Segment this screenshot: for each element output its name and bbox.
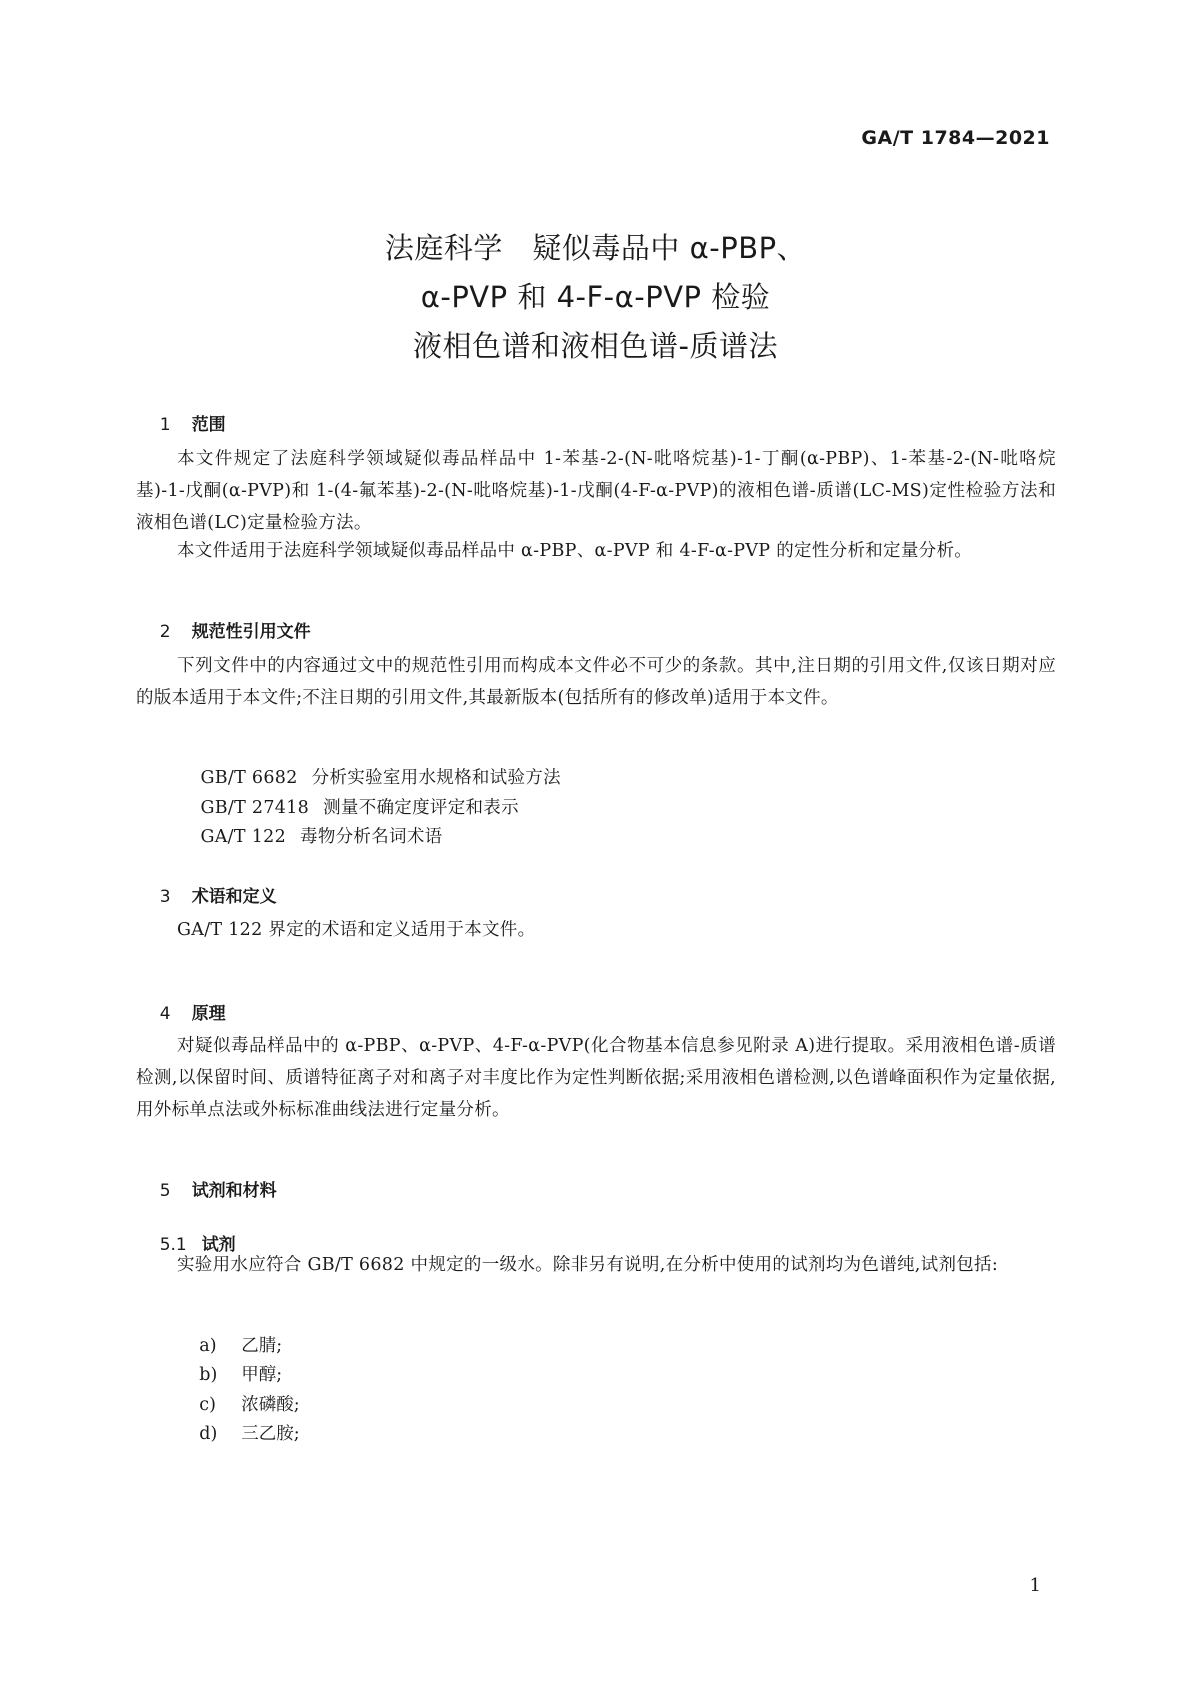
section-number: 4 xyxy=(159,1004,171,1024)
section-number: 5 xyxy=(159,1181,171,1201)
section-number: 3 xyxy=(159,887,171,907)
section-number: 5.1 xyxy=(159,1235,187,1255)
section-title: 试剂 xyxy=(201,1235,236,1255)
list-item xyxy=(177,1400,300,1465)
section-title: 试剂和材料 xyxy=(191,1181,277,1201)
list-marker: d) xyxy=(199,1424,218,1444)
section-number: 1 xyxy=(159,415,171,435)
section-1-paragraph-2: 本文件适用于法庭科学领域疑似毒品样品中 α-PBP、α-PVP 和 4-F-α-PVP 的定性分析和定量分析。 xyxy=(177,541,973,561)
section-4-paragraph-1: 对疑似毒品样品中的 α-PBP、α-PVP、4-F-α-PVP(化合物基本信息参见附录 A)进行提取。采用液相色谱-质谱检测,以保留时间、质谱特征离子对和离子对丰度比作为定性判断依据;采用液相色谱检测,以色谱峰面积作为定量依据,用外标单点法或外标标准曲线法进行定量分析。 xyxy=(136,1036,1056,1120)
document-code: GA/T 1784—2021 xyxy=(861,127,1050,149)
section-number: 2 xyxy=(159,622,171,642)
reference-code: GB/T 6682 xyxy=(200,768,298,788)
reference-name: 分析实验室用水规格和试验方法 xyxy=(311,768,561,788)
section-title: 范围 xyxy=(191,415,226,435)
title-line-3: 液相色谱和液相色谱-质谱法 xyxy=(413,329,778,363)
list-marker: b) xyxy=(199,1365,218,1385)
list-text: 三乙胺; xyxy=(241,1424,300,1444)
section-title: 术语和定义 xyxy=(191,887,277,907)
list-marker: a) xyxy=(199,1336,217,1356)
reference-code: GA/T 122 xyxy=(200,827,287,847)
list-text: 甲醇; xyxy=(241,1365,283,1385)
document-title xyxy=(0,224,1191,371)
section-3-paragraph-1: GA/T 122 界定的术语和定义适用于本文件。 xyxy=(177,920,536,940)
reference-code: GB/T 27418 xyxy=(200,798,310,818)
reference-name: 毒物分析名词术语 xyxy=(300,827,443,847)
section-title: 规范性引用文件 xyxy=(191,622,311,642)
section-1-paragraph-1: 本文件规定了法庭科学领域疑似毒品样品中 1-苯基-2-(N-吡咯烷基)-1-丁酮(α-PBP)、1-苯基-2-(N-吡咯烷基)-1-戊酮(α-PVP)和 1-(4-氟苯基)-2-(N-吡咯烷基)-1-戊酮(4-F-α-PVP)的液相色谱-质谱(LC-MS)定性检验方法和液相色谱(LC)定量检验方法。 xyxy=(136,449,1056,533)
list-text: 乙腈; xyxy=(241,1336,283,1356)
title-line-2: α-PVP 和 4-F-α-PVP 检验 xyxy=(420,280,771,314)
section-5-1-paragraph-1: 实验用水应符合 GB/T 6682 中规定的一级水。除非另有说明,在分析中使用的试剂均为色谱纯,试剂包括: xyxy=(177,1255,999,1275)
reference-name: 测量不确定度评定和表示 xyxy=(323,798,519,818)
title-line-1: 法庭科学 疑似毒品中 α-PBP、 xyxy=(384,231,807,265)
list-marker: c) xyxy=(199,1395,216,1415)
section-title: 原理 xyxy=(191,1004,226,1024)
section-2-paragraph-1: 下列文件中的内容通过文中的规范性引用而构成本文件必不可少的条款。其中,注日期的引用文件,仅该日期对应的版本适用于本文件;不注日期的引用文件,其最新版本(包括所有的修改单)适用于本文件。 xyxy=(136,656,1056,708)
page-number: 1 xyxy=(1029,1575,1041,1596)
list-text: 浓磷酸; xyxy=(241,1395,300,1415)
reference-item xyxy=(177,803,442,868)
